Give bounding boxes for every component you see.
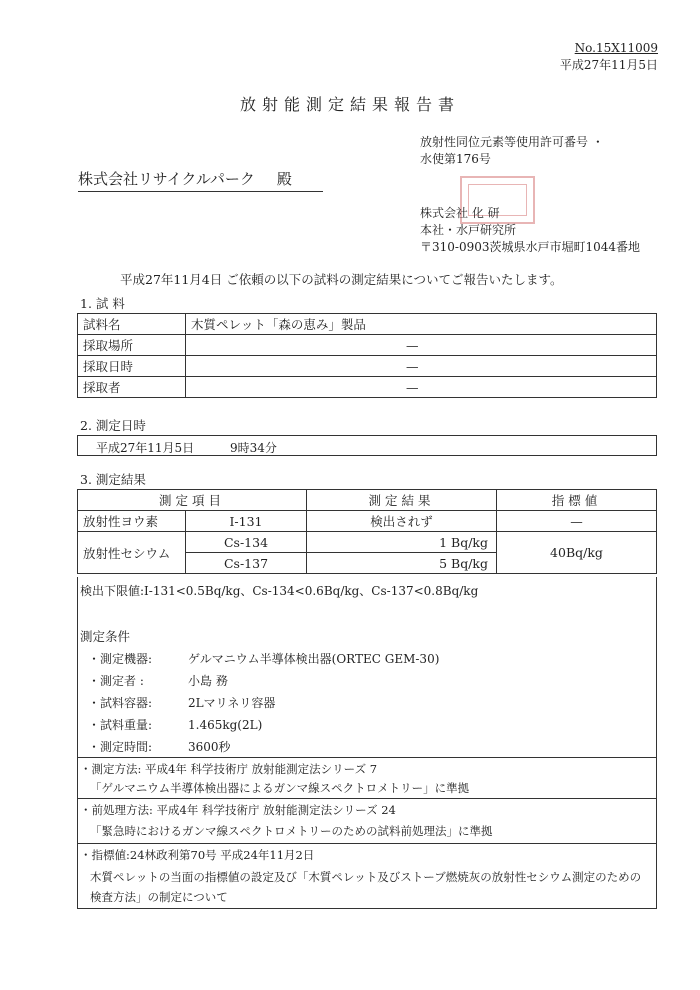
condition-value: ゲルマニウム半導体検出器(ORTEC GEM-30): [188, 652, 440, 666]
table-header-row: [78, 490, 657, 511]
iodine-index: —: [497, 511, 657, 532]
condition-duration: [88, 738, 231, 755]
table-row: [78, 314, 657, 335]
section-3-heading: 3. 測定結果: [80, 472, 146, 487]
sample-datetime-value: —: [186, 356, 657, 377]
cs134-nuclide: Cs-134: [186, 532, 307, 553]
client-name-block: [78, 168, 323, 192]
report-date: 平成27年11月5日: [559, 58, 658, 72]
intro-text: 平成27年11月4日 ご依頼の以下の試料の測定結果についてご報告いたします。: [120, 272, 563, 287]
cesium-index: 40Bq/kg: [497, 532, 657, 574]
header-result: 測定結果: [307, 490, 497, 511]
detection-limit: 検出下限値:I-131<0.5Bq/kg、Cs-134<0.6Bq/kg、Cs-137<0.8Bq/kg: [80, 584, 479, 598]
note-pretreatment-sub: 「緊急時におけるガンマ線スペクトロメトリーのための試料前処理法」に準拠: [90, 824, 493, 838]
note-index: ・指標値:24林政利第70号 平成24年11月2日: [80, 848, 315, 862]
section-1-heading: 1. 試 料: [80, 296, 125, 311]
results-table: [77, 489, 657, 574]
cs137-nuclide: Cs-137: [186, 553, 307, 574]
sampler-label: 採取者: [78, 377, 186, 398]
sample-location-label: 採取場所: [78, 335, 186, 356]
client-honorific: 殿: [276, 170, 292, 188]
condition-value: 3600秒: [188, 740, 231, 754]
divider: [77, 798, 657, 799]
page-title: 放射能測定結果報告書: [239, 95, 460, 114]
permit-line-2: 水使第176号: [420, 152, 491, 166]
company-branch: 本社・水戸研究所: [420, 223, 517, 237]
iodine-result: 検出されず: [307, 511, 497, 532]
report-reference: [560, 40, 658, 74]
company-info: [420, 205, 640, 256]
conditions-title: 測定条件: [80, 629, 131, 644]
measurement-datetime-box: [77, 435, 657, 456]
iodine-label: 放射性ヨウ素: [78, 511, 186, 532]
note-index-sub-1: 木質ペレットの当面の指標値の設定及び「木質ペレット及びストーブ燃焼灰の放射性セシウム測定のための: [90, 870, 642, 884]
note-index-sub-2: 検査方法」の制定について: [90, 890, 228, 904]
condition-container: [88, 694, 275, 711]
table-row: [78, 356, 657, 377]
table-row: [78, 532, 657, 553]
client-name: 株式会社リサイクルパーク: [78, 170, 255, 188]
condition-instrument: [88, 650, 439, 667]
permit-line-1: 放射性同位元素等使用許可番号 ・: [420, 135, 604, 149]
measurement-time: 9時34分: [230, 441, 277, 455]
condition-value: 小島 務: [188, 674, 228, 688]
company-name: 株式会社 化 研: [420, 206, 500, 220]
iodine-nuclide: I-131: [186, 511, 307, 532]
cs134-result: 1 Bq/kg: [307, 532, 497, 553]
condition-label: ・測定機器:: [88, 652, 153, 666]
condition-label: ・試料重量:: [88, 718, 153, 732]
note-pretreatment: ・前処理方法: 平成4年 科学技術庁 放射能測定法シリーズ 24: [80, 803, 396, 817]
cs137-result: 5 Bq/kg: [307, 553, 497, 574]
note-method-sub: 「ゲルマニウム半導体検出器によるガンマ線スペクトロメトリー」に準拠: [90, 781, 470, 795]
condition-value: 2Lマリネリ容器: [188, 696, 276, 710]
company-address: 〒310-0903茨城県水戸市堀町1044番地: [420, 240, 641, 254]
report-number: No.15X11009: [574, 41, 658, 55]
table-row: [78, 511, 657, 532]
section-2-heading: 2. 測定日時: [80, 418, 146, 433]
condition-label: ・試料容器:: [88, 696, 153, 710]
sample-datetime-label: 採取日時: [78, 356, 186, 377]
permit-info: [420, 134, 604, 168]
sample-table: [77, 313, 657, 398]
table-row: [78, 377, 657, 398]
sample-name-value: 木質ペレット「森の恵み」製品: [186, 314, 657, 335]
measurement-date: 平成27年11月5日: [96, 441, 195, 455]
condition-weight: [88, 716, 262, 733]
note-method: ・測定方法: 平成4年 科学技術庁 放射能測定法シリーズ 7: [80, 762, 378, 776]
divider: [77, 757, 657, 758]
sample-name-label: 試料名: [78, 314, 186, 335]
header-index: 指標値: [497, 490, 657, 511]
condition-label: ・測定者 :: [88, 674, 144, 688]
header-item: 測定項目: [78, 490, 307, 511]
condition-value: 1.465kg(2L): [188, 718, 263, 732]
sample-location-value: —: [186, 335, 657, 356]
table-row: [78, 335, 657, 356]
condition-operator: [88, 672, 228, 689]
condition-label: ・測定時間:: [88, 740, 153, 754]
cesium-label: 放射性セシウム: [78, 532, 186, 574]
sampler-value: —: [186, 377, 657, 398]
divider: [77, 843, 657, 844]
